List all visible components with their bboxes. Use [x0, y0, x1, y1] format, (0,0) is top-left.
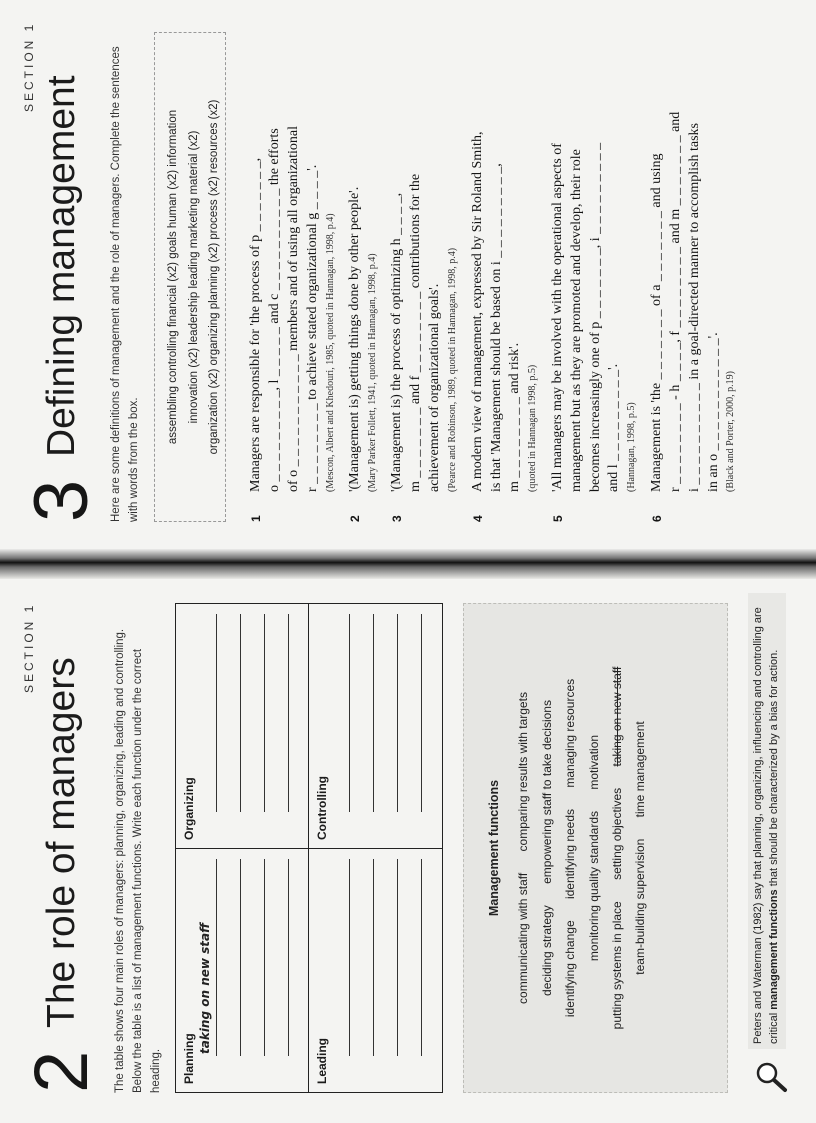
sentence-5	[549, 22, 639, 522]
sentence-line[interactable]: r _ _ _ _ _ _ _ _ to achieve stated organizational g _ _ _ _'.	[304, 164, 320, 492]
tip-text-part: that should be characterized by a bias for action.	[767, 649, 780, 887]
tip-note	[748, 593, 786, 1093]
function-item: motivation	[586, 734, 601, 790]
write-line[interactable]	[288, 614, 289, 812]
sentence-number: 4	[470, 515, 485, 522]
word-line: innovation (x2) leadership leading marketing material (x2)	[187, 130, 200, 424]
sentence-4	[469, 22, 540, 522]
controlling-cell	[309, 604, 442, 848]
write-line[interactable]	[288, 859, 289, 1056]
function-item: time management	[633, 721, 648, 818]
instructions: The table shows four main roles of managers: planning, organizing, leading and controlling. Below the table is a list of management functions. Write each function under the correct heading.	[114, 628, 162, 1093]
write-line[interactable]	[240, 859, 241, 1056]
organizing-cell	[176, 604, 309, 848]
page-title: Defining management	[40, 75, 83, 457]
function-item: identifying change	[563, 920, 578, 1018]
sentence-line[interactable]: becomes increasingly one of p _ _ _ _ _ _ _, i _ _ _ _ _ _ _ _ _	[587, 142, 603, 492]
management-functions-box	[463, 603, 728, 1093]
function-row	[559, 614, 582, 1082]
exercise-number: 3	[19, 479, 104, 522]
section-label: SECTION 1	[22, 602, 36, 693]
sentence-number: 2	[348, 515, 363, 522]
citation: (Black and Porter, 2000, p.19)	[725, 371, 737, 492]
function-item: putting systems in place	[609, 901, 624, 1030]
sentence-list	[247, 22, 747, 522]
word-box	[154, 32, 226, 522]
sentence-line: achievement of organizational goals'.	[427, 283, 443, 492]
tip-text	[748, 593, 786, 1049]
sentence-number: 3	[390, 515, 405, 522]
sentence-line[interactable]: Management is 'the _ _ _ _ _ _ _ of a _ _ _ _ _ _ _ and using	[648, 153, 664, 492]
planning-example: taking on new staff	[198, 922, 212, 1054]
write-line[interactable]	[264, 614, 265, 812]
function-item: setting objectives	[609, 787, 624, 880]
write-line[interactable]	[421, 859, 422, 1056]
controlling-heading: Controlling	[315, 776, 329, 840]
sentence-line[interactable]: and l _ _ _ _ _ _ _ _ _'.	[606, 363, 622, 492]
sentence-line[interactable]: in an o _ _ _ _ _ _ _ _ _ _ _'.	[705, 332, 721, 492]
write-line[interactable]	[349, 614, 350, 812]
sentence-line[interactable]: Managers are responsible for 'the process of p _ _ _ _ _ _ _,	[248, 157, 263, 492]
word-line: assembling controlling financial (x2) goals human (x2) information	[167, 109, 179, 445]
function-item: team-building supervision	[633, 838, 648, 975]
organizing-heading: Organizing	[182, 777, 196, 840]
function-item: deciding strategy	[539, 905, 554, 996]
leading-heading: Leading	[315, 1037, 329, 1084]
function-row	[606, 614, 629, 1082]
section-label: SECTION 1	[22, 21, 36, 112]
function-item: comparing results with targets	[516, 692, 531, 852]
write-line[interactable]	[373, 859, 374, 1056]
planning-heading: Planning	[182, 1033, 196, 1084]
book-spine	[0, 549, 816, 579]
leading-cell	[309, 848, 442, 1092]
sentence-line[interactable]: i _ _ _ _ _ _ _ _ _ _ in a goal-directed manner to accomplish tasks	[686, 123, 702, 492]
function-row	[629, 614, 652, 1082]
write-line[interactable]	[373, 614, 374, 812]
function-row	[512, 614, 535, 1082]
planning-cell	[176, 848, 309, 1092]
citation: (Mescon, Albert and Khedouri, 1985, quoted in Hannagan, 1998, p.4)	[324, 213, 336, 492]
sentence-line: '(Management is) getting things done by other people'.	[347, 186, 363, 492]
function-item: communicating with staff	[516, 872, 531, 1004]
sentence-number: 6	[649, 515, 664, 522]
citation: (Mary Parker Follett, 1941, quoted in Hannagan, 1998, p.4)	[366, 253, 378, 492]
function-item-crossed-out: taking on new staff	[609, 666, 624, 767]
sentence-line: 'All managers may be involved with the operational aspects of	[549, 143, 565, 492]
sentence-line[interactable]: of o _ _ _ _ _ _ _ _ _ _ _ members and of using all organizational	[285, 125, 301, 492]
right-page	[0, 0, 816, 552]
function-row	[583, 614, 606, 1082]
tip-text-part: Peters and Waterman (1982) say that planning, organizing, influencing and controlling are critical	[752, 607, 780, 1044]
write-line[interactable]	[421, 614, 422, 812]
sentence-6	[648, 22, 738, 522]
sentence-number: 5	[550, 515, 565, 522]
sentence-line: A modern view of management, expressed by Sir Roland Smith,	[469, 131, 485, 492]
write-line[interactable]	[397, 859, 398, 1056]
instructions: Here are some definitions of management and the role of managers. Complete the sentences with words from the box.	[110, 46, 140, 522]
sentence-3	[388, 22, 459, 522]
sentence-line[interactable]: o _ _ _ _ _ _ _ _ _, l _ _ _ _ _ and c _ _ _ _ _ _ _ _ _ _ the efforts	[266, 128, 282, 492]
function-item: empowering staff to take decisions	[539, 700, 554, 884]
sentence-line[interactable]: is that 'Management should be based on i _ _ _ _ _ _ _ _ _,	[488, 163, 504, 492]
function-item: identifying needs	[563, 808, 578, 900]
sentence-line: management but as they are promoted and develop, their role	[568, 149, 584, 492]
write-line[interactable]	[349, 859, 350, 1056]
page-title: The role of managers	[40, 657, 83, 1028]
sentence-line[interactable]: '(Management is) the process of optimizing h _ _ _ _,	[389, 192, 405, 492]
sentence-2	[346, 22, 379, 522]
write-line[interactable]	[216, 859, 217, 1056]
magnifying-glass-icon	[754, 1059, 788, 1093]
function-row	[536, 614, 559, 1082]
citation: (quoted in Hannagan 1998, p.5)	[527, 364, 539, 492]
exercise-number: 2	[19, 1050, 104, 1093]
function-item: managing resources	[563, 678, 578, 788]
sentence-line[interactable]: m _ _ _ _ _ _ _ _ and risk'.	[507, 342, 523, 492]
citation: (Pearce and Robinson, 1989, quoted in Hannagan, 1998, p.4)	[447, 247, 459, 492]
functions-table	[175, 603, 443, 1093]
sentence-1	[247, 22, 337, 522]
write-line[interactable]	[397, 614, 398, 812]
functions-title: Management functions	[487, 779, 501, 917]
function-item: monitoring quality standards	[586, 810, 601, 962]
sentence-line[interactable]: m _ _ _ _ _ _ _ and f _ _ _ _ _ _ _ _ contributions for the	[408, 173, 424, 492]
write-line[interactable]	[264, 859, 265, 1056]
left-page	[0, 571, 816, 1123]
write-line[interactable]	[240, 614, 241, 812]
tip-bold-term: management functions	[767, 889, 780, 1010]
sentence-line[interactable]: r _ _ _ _ _ _ _ _ - h _ _ _ _, f _ _ _ _ _ _ _ _ and m _ _ _ _ _ _ _ and	[667, 111, 683, 492]
citation: (Hannagan, 1998, p.5)	[626, 402, 638, 492]
sentence-number: 1	[249, 515, 263, 522]
word-line: organization (x2) organizing planning (x2) process (x2) resources (x2)	[208, 99, 221, 455]
write-line[interactable]	[216, 614, 217, 812]
